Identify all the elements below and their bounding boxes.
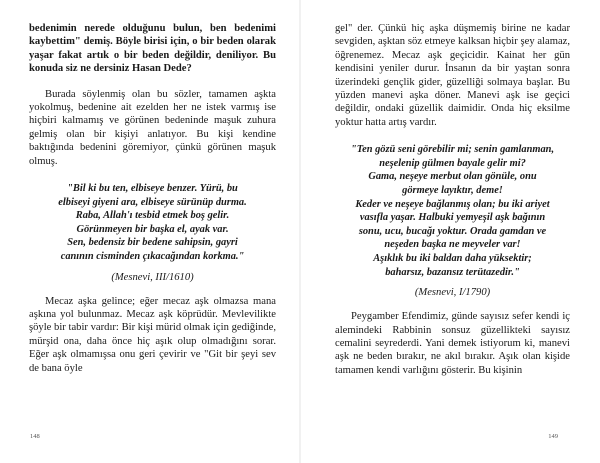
verse-line: baharsız, bazansız terütazedir.": [385, 266, 520, 278]
verse-line: sonu, ucu, bucağı yoktur. Orada gamdan ve: [358, 225, 547, 237]
verse-line: elbiseyi giyeni ara, elbiseye sürünüp durma.: [58, 196, 247, 208]
left-paragraph-answer: Burada söylenmiş olan bu sözler, tamamen aşkta yokolmuş, bedenine ait ezelden her ne istek varmış ise hiçbiri kalmamış ve görünen bedeninde maşuk zuhura gelmiş olan bir kişiyi anlatıyor. Bu kişi kendine baktığında bedenini göremiyor, çünkü görünen maşuk olmuş.: [29, 88, 276, 167]
verse-line: Aşıklık bu iki baldan daha yüksektir;: [373, 253, 532, 264]
verse-line: "Bil ki bu ten, elbiseye benzer. Yürü, bu: [67, 183, 238, 195]
verse-line: canının cisminden çıkacağından korkma.": [60, 251, 245, 263]
right-paragraph-continued: gel" der. Çünkü hiç aşka düşmemiş birine ne kadar sevgiden, aşktan söz etmeye kalksan hiçbir şey alamaz, öğrenemez. Mecaz aşk geçicidir. Kainat her gün kendisini yeniler durur. İnsanın da bir yaştan sonra üzerindeki gençlik gider, güzelliği solmaya başlar. Bu yüzden manevi aşka döner. Manevi aşk ise geçici değildir, ondaki güzellik daimidir. Onda hiç eksilme yoktur hatta artış vardır.: [335, 23, 570, 128]
verse-line: Keder ve neşeye bağlanmış olan; bu iki ariyet: [355, 198, 550, 210]
right-paragraph-peygamber: Peygamber Efendimiz, günde sayısız sefer kendi iç alemindeki Rabbinin sonsuz güzellikteki sayısız cemalini seyrederdi. Yani demek istiyorum ki, manevi aşk ne beden bırakır, ne akıl bırakır. Aşık olan kişide tamamen kendi varlığını gösterir. Bu kişinin: [335, 311, 570, 376]
right-page: [300, 0, 600, 463]
left-page-number: 148: [30, 433, 40, 440]
verse-line: Raba, Allah'ı tesbid etmek boş gelir.: [75, 210, 230, 222]
right-page-number: 149: [548, 433, 558, 440]
left-citation: (Mesnevi, III/1610): [111, 271, 194, 283]
right-verse-quote: [335, 143, 570, 279]
left-paragraph-mecaz: Mecaz aşka gelince; eğer mecaz aşk olmazsa mana aşkına yol bulunmaz. Mecaz aşk köprüdür. Mevlevilikte şöyle bir tabir vardır: Bir kişi mürid olmak için gediğinde, mürşid ona, daha önce hiç aşık olup olmadığını sorar. Eğer aşk olmamışsa onu geri çevirir ve "Git bir şeyi sev de bana öyle: [29, 295, 276, 374]
verse-line: vasıfla yaşar. Halbuki yemyeşil aşk bağının: [359, 212, 546, 224]
verse-line: Görünmeyen bir başka el, ayak var.: [76, 223, 229, 235]
verse-line: görmeye layıktır, deme!: [402, 185, 503, 197]
verse-line: Gama, neşeye merbut olan gönüle, onu: [368, 171, 537, 183]
left-verse-quote: [29, 182, 276, 264]
verse-line: "Ten gözü seni görebilir mi; senin gamlanman,: [350, 144, 555, 156]
right-citation: (Mesnevi, I/1790): [414, 287, 491, 299]
verse-line: neşeden başka ne meyveler var!: [384, 239, 521, 251]
verse-line: neşelenip gülmen bayale gelir mi?: [379, 157, 526, 169]
verse-line: Sen, bedensiz bir bedene sahipsin, gayri: [67, 237, 238, 249]
left-paragraph-question: bedenimin nerede olduğunu bulun, ben bedenimi kaybettim" demiş. Böyle birisi için, o bir beden olarak yaşar fakat artık o bir beden değildir, deniliyor. Bu konuda siz ne dersiniz Hasan Dede?: [29, 23, 276, 75]
